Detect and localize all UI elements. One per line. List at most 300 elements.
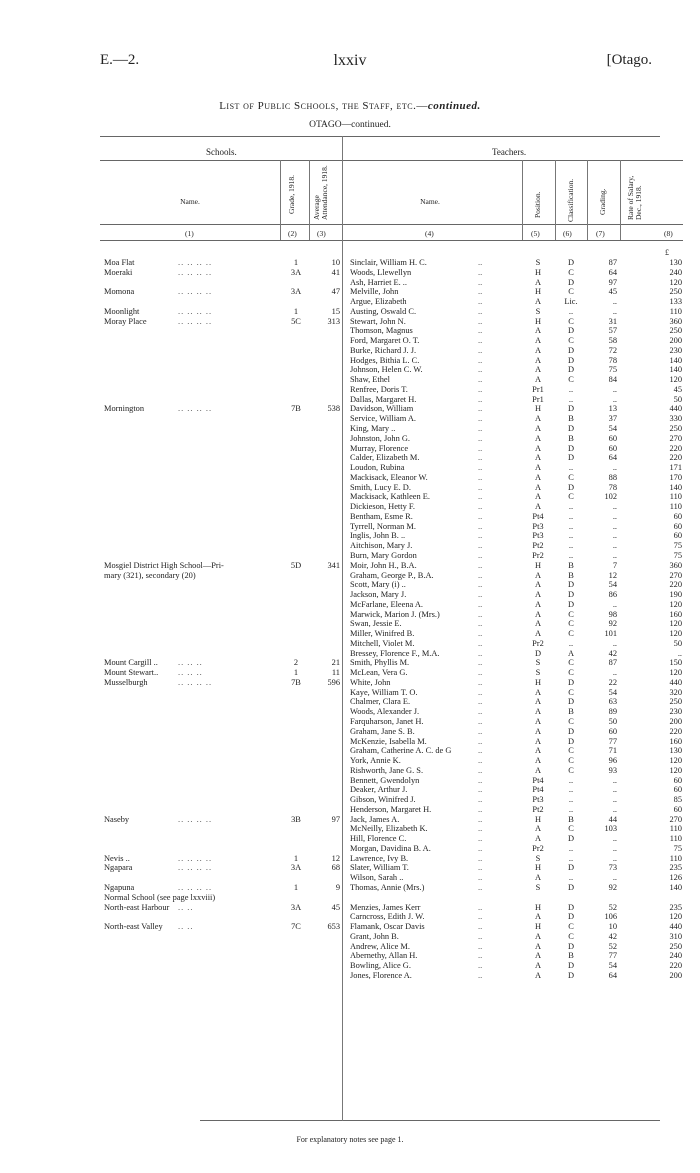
table-row bbox=[0, 502, 700, 512]
title-main: List of Public Schools, the Staff, etc.— bbox=[219, 100, 428, 112]
leader-dots: .. bbox=[478, 580, 483, 590]
school-name: Musselburgh bbox=[104, 677, 148, 687]
grading-value: 44 bbox=[608, 814, 617, 824]
grading-value: 92 bbox=[608, 619, 617, 629]
salary-value: 120 bbox=[669, 668, 682, 678]
leader-dots: .. bbox=[478, 843, 483, 853]
position-value: Pt3 bbox=[532, 795, 544, 805]
teacher-name: Deaker, Arthur J. bbox=[350, 785, 408, 795]
classification-value: C bbox=[568, 287, 574, 297]
grade-value: 5C bbox=[291, 316, 301, 326]
teacher-name: Wilson, Sarah .. bbox=[350, 873, 404, 883]
classification-value: .. bbox=[568, 384, 574, 394]
leader-dots: .. bbox=[478, 463, 483, 473]
table-row bbox=[0, 873, 700, 883]
table-row bbox=[0, 893, 700, 903]
attendance-value: 341 bbox=[327, 560, 340, 570]
classification-value: C bbox=[568, 687, 574, 697]
leader-dots: .. bbox=[478, 804, 483, 814]
teacher-name: Bentham, Esme R. bbox=[350, 511, 413, 521]
classification-value: D bbox=[567, 326, 575, 336]
leader-dots: .. .. .. bbox=[178, 658, 203, 668]
table-row bbox=[0, 541, 700, 551]
teacher-name: Dallas, Margaret H. bbox=[350, 394, 417, 404]
grading-value: 97 bbox=[608, 277, 617, 287]
leader-dots: .. .. .. .. bbox=[178, 306, 213, 316]
grading-value: 77 bbox=[608, 951, 617, 961]
classification-value: D bbox=[567, 726, 575, 736]
leader-dots: .. bbox=[478, 531, 483, 541]
salary-value: 126 bbox=[669, 873, 682, 883]
grade-value: 7B bbox=[291, 404, 301, 414]
table-row bbox=[0, 756, 700, 766]
classification-value: B bbox=[568, 414, 574, 424]
leader-dots: .. .. .. .. bbox=[178, 287, 213, 297]
table-row bbox=[0, 824, 700, 834]
classification-value: .. bbox=[568, 775, 574, 785]
grading-value: 75 bbox=[608, 365, 617, 375]
salary-value: 360 bbox=[669, 560, 682, 570]
position-value: H bbox=[534, 316, 542, 326]
position-value: H bbox=[534, 560, 542, 570]
position-value: A bbox=[534, 746, 542, 756]
table-row bbox=[0, 815, 700, 825]
table-row bbox=[0, 766, 700, 776]
footer-note: For explanatory notes see page 1. bbox=[296, 1135, 404, 1144]
position-value: A bbox=[534, 492, 542, 502]
table-row bbox=[0, 932, 700, 942]
grading-value: .. bbox=[612, 463, 617, 473]
teacher-name: Dickieson, Hetty F. bbox=[350, 502, 415, 512]
salary-value: 120 bbox=[669, 599, 682, 609]
grading-value: .. bbox=[612, 511, 617, 521]
school-name: Naseby bbox=[104, 814, 130, 824]
salary-value: 140 bbox=[669, 365, 682, 375]
teacher-name: Johnson, Helen C. W. bbox=[350, 365, 423, 375]
school-name: Ngapuna bbox=[104, 883, 135, 892]
leader-dots: .. bbox=[478, 560, 483, 570]
table-row bbox=[0, 404, 700, 414]
classification-value: C bbox=[568, 619, 574, 629]
col-num-5: (5) bbox=[531, 229, 540, 238]
classification-value: C bbox=[568, 716, 574, 726]
salary-value: 200 bbox=[669, 970, 682, 980]
table-row bbox=[0, 922, 700, 932]
classification-value: .. bbox=[568, 463, 574, 473]
table-row bbox=[0, 844, 700, 854]
salary-value: .. bbox=[677, 648, 682, 658]
teacher-name: Murray, Florence bbox=[350, 443, 409, 453]
grade-value: 3A bbox=[290, 863, 302, 873]
grading-value: 54 bbox=[608, 424, 617, 434]
salary-value: 60 bbox=[673, 785, 682, 795]
salary-value: 120 bbox=[669, 619, 682, 629]
grading-value: 13 bbox=[608, 404, 617, 414]
grading-value: 60 bbox=[608, 443, 617, 453]
position-value: A bbox=[534, 697, 542, 707]
salary-value: 200 bbox=[669, 716, 682, 726]
leader-dots: .. bbox=[478, 726, 483, 736]
salary-value: 75 bbox=[673, 541, 682, 551]
col-num-4: (4) bbox=[425, 229, 434, 238]
leader-dots: .. bbox=[478, 629, 483, 639]
classification-value: .. bbox=[568, 502, 574, 512]
table-row bbox=[0, 805, 700, 815]
grading-value: 101 bbox=[604, 629, 617, 639]
leader-dots: .. bbox=[478, 834, 483, 844]
table-row bbox=[0, 473, 700, 483]
classification-value: D bbox=[567, 863, 575, 873]
salary-value: 120 bbox=[669, 629, 682, 639]
leader-dots: .. bbox=[478, 619, 483, 629]
leader-dots: .. bbox=[478, 609, 483, 619]
position-value: A bbox=[534, 736, 542, 746]
school-name: Mosgiel District High School—Pri- bbox=[104, 560, 224, 570]
school-name: Moonlight bbox=[104, 306, 140, 316]
salary-value: 130 bbox=[669, 258, 682, 267]
currency-symbol: £ bbox=[665, 248, 669, 257]
leader-dots: .. bbox=[478, 394, 483, 404]
salary-value: 110 bbox=[669, 502, 682, 512]
table-row bbox=[0, 942, 700, 952]
table-row bbox=[0, 483, 700, 493]
leader-dots: .. bbox=[478, 550, 483, 560]
grading-value: 92 bbox=[608, 883, 617, 892]
table-row bbox=[0, 834, 700, 844]
classification-value: D bbox=[567, 580, 575, 590]
table-row bbox=[0, 971, 700, 981]
position-value: A bbox=[534, 570, 542, 580]
table-row bbox=[0, 580, 700, 590]
salary-value: 60 bbox=[673, 531, 682, 541]
table-row bbox=[0, 453, 700, 463]
position-value: A bbox=[534, 609, 542, 619]
position-value: A bbox=[534, 472, 542, 482]
leader-dots: .. bbox=[478, 316, 483, 326]
table-row bbox=[0, 268, 700, 278]
salary-value: 240 bbox=[669, 951, 682, 961]
leader-dots: .. bbox=[478, 541, 483, 551]
position-value: A bbox=[534, 326, 542, 336]
grading-value: 89 bbox=[608, 707, 617, 717]
salary-value: 250 bbox=[669, 697, 682, 707]
table-row bbox=[0, 785, 700, 795]
header-mid-rule bbox=[100, 224, 683, 225]
school-name: North-east Valley bbox=[104, 922, 163, 932]
table-row bbox=[0, 414, 700, 424]
grade-value: 3A bbox=[290, 287, 302, 297]
col-divider bbox=[309, 160, 310, 240]
col-divider bbox=[555, 160, 556, 240]
classification-value: .. bbox=[568, 638, 574, 648]
teacher-name: Service, William A. bbox=[350, 414, 417, 424]
salary-value: 110 bbox=[669, 492, 682, 502]
classification-value: D bbox=[567, 902, 575, 912]
salary-value: 60 bbox=[673, 511, 682, 521]
position-value: S bbox=[535, 668, 541, 678]
classification-value: D bbox=[567, 404, 575, 414]
grading-value: 93 bbox=[608, 765, 617, 775]
grade-value: 1 bbox=[293, 258, 299, 267]
table-row bbox=[0, 688, 700, 698]
classification-value: B bbox=[568, 560, 574, 570]
classification-value: D bbox=[567, 834, 575, 844]
salary-value: 240 bbox=[669, 267, 682, 277]
teacher-name: Swan, Jessie E. bbox=[350, 619, 402, 629]
table-row bbox=[0, 776, 700, 786]
salary-value: 150 bbox=[669, 658, 682, 668]
grading-value: 52 bbox=[608, 941, 617, 951]
col-divider bbox=[280, 160, 281, 240]
leader-dots: .. bbox=[478, 736, 483, 746]
teacher-name: Bressey, Florence F., M.A. bbox=[350, 648, 440, 658]
table-row bbox=[0, 600, 700, 610]
position-value: A bbox=[534, 375, 542, 385]
attendance-value: 21 bbox=[331, 658, 340, 668]
grading-value: .. bbox=[612, 873, 617, 883]
grading-value: 54 bbox=[608, 580, 617, 590]
position-value: A bbox=[534, 424, 542, 434]
grading-value: 31 bbox=[608, 316, 617, 326]
classification-value: B bbox=[568, 814, 574, 824]
classification-value: .. bbox=[568, 804, 574, 814]
table-row bbox=[0, 522, 700, 532]
salary-value: 120 bbox=[669, 765, 682, 775]
grading-value: .. bbox=[612, 541, 617, 551]
table-row bbox=[0, 561, 700, 571]
salary-value: 320 bbox=[669, 687, 682, 697]
position-value: S bbox=[535, 853, 541, 863]
teacher-name: Scott, Mary (i) .. bbox=[350, 580, 406, 590]
position-value: A bbox=[534, 951, 542, 961]
teacher-name-header: Name. bbox=[420, 197, 440, 206]
school-name: Momona bbox=[104, 287, 135, 297]
salary-value: 50 bbox=[673, 638, 682, 648]
leader-dots: .. bbox=[478, 277, 483, 287]
table-row bbox=[0, 707, 700, 717]
grading-value: 22 bbox=[608, 677, 617, 687]
table-row bbox=[0, 463, 700, 473]
leader-dots: .. bbox=[478, 824, 483, 834]
grade-value: 1 bbox=[293, 668, 299, 678]
teacher-name: McFarlane, Eleena A. bbox=[350, 599, 424, 609]
classification-value: C bbox=[568, 316, 574, 326]
position-value: H bbox=[534, 814, 542, 824]
grading-value: .. bbox=[612, 384, 617, 394]
attendance-value: 15 bbox=[331, 306, 340, 316]
salary-value: 110 bbox=[669, 853, 682, 863]
position-value: Pt3 bbox=[532, 521, 544, 531]
salary-value: 120 bbox=[669, 756, 682, 766]
grading-value: .. bbox=[612, 668, 617, 678]
leader-dots: .. bbox=[478, 521, 483, 531]
classification-value: D bbox=[567, 355, 575, 365]
grading-value: 78 bbox=[608, 355, 617, 365]
grading-value: 60 bbox=[608, 726, 617, 736]
grading-value: .. bbox=[612, 785, 617, 795]
grading-value: 50 bbox=[608, 716, 617, 726]
classification-header: Classification. bbox=[566, 178, 575, 222]
col-divider bbox=[522, 160, 523, 240]
position-value: A bbox=[534, 687, 542, 697]
leader-dots: .. bbox=[478, 648, 483, 658]
salary-value: 140 bbox=[669, 355, 682, 365]
teacher-name: Loudon, Rubina bbox=[350, 463, 405, 473]
leader-dots: .. bbox=[478, 912, 483, 922]
leader-dots: .. bbox=[478, 961, 483, 971]
grading-value: 102 bbox=[604, 492, 617, 502]
position-value: A bbox=[534, 580, 542, 590]
table-row bbox=[0, 375, 700, 385]
leader-dots: .. bbox=[478, 668, 483, 678]
grading-value: 96 bbox=[608, 756, 617, 766]
teacher-name: Inglis, John B. .. bbox=[350, 531, 406, 541]
position-value: A bbox=[534, 453, 542, 463]
position-value: Pr2 bbox=[532, 843, 544, 853]
teacher-name: Mackisack, Eleanor W. bbox=[350, 472, 428, 482]
teacher-name: McLean, Vera G. bbox=[350, 668, 408, 678]
attendance-value: 596 bbox=[327, 677, 340, 687]
position-value: Pt2 bbox=[532, 804, 544, 814]
attendance-value: 653 bbox=[327, 922, 340, 932]
table-row bbox=[0, 434, 700, 444]
classification-value: D bbox=[567, 345, 575, 355]
salary-value: 440 bbox=[669, 677, 682, 687]
grading-value: 86 bbox=[608, 590, 617, 600]
classification-value: D bbox=[567, 590, 575, 600]
classification-value: .. bbox=[568, 541, 574, 551]
salary-value: 120 bbox=[669, 277, 682, 287]
col-num-7: (7) bbox=[596, 229, 605, 238]
grade-value: 3A bbox=[290, 267, 302, 277]
classification-value: B bbox=[568, 707, 574, 717]
table-body bbox=[0, 258, 700, 981]
leader-dots: .. .. .. .. bbox=[178, 267, 213, 277]
school-name-header: Name. bbox=[180, 197, 200, 206]
position-value: S bbox=[535, 883, 541, 892]
table-row bbox=[0, 365, 700, 375]
col-divider bbox=[620, 160, 621, 240]
salary-value: 235 bbox=[669, 863, 682, 873]
page-number: lxxiv bbox=[333, 52, 367, 69]
attendance-value: 45 bbox=[331, 902, 340, 912]
grade-value: 2 bbox=[293, 658, 299, 668]
table-row bbox=[0, 571, 700, 581]
leader-dots: .. bbox=[478, 472, 483, 482]
table-row bbox=[0, 649, 700, 659]
grading-value: 64 bbox=[608, 267, 617, 277]
classification-value: D bbox=[567, 599, 575, 609]
position-value: Pt4 bbox=[532, 775, 544, 785]
school-name: Mornington bbox=[104, 404, 145, 414]
leader-dots: .. .. .. .. bbox=[178, 316, 213, 326]
table-row bbox=[0, 287, 700, 297]
salary-value: 200 bbox=[669, 336, 682, 346]
teacher-name: Bowling, Alice G. bbox=[350, 961, 411, 971]
leader-dots: .. .. .. .. bbox=[178, 814, 213, 824]
teacher-name: Tyrrell, Norman M. bbox=[350, 521, 416, 531]
grading-value: 42 bbox=[608, 931, 617, 941]
teachers-group-header: Teachers. bbox=[492, 147, 527, 157]
teacher-name: Jackson, Mary J. bbox=[350, 590, 407, 600]
leader-dots: .. bbox=[478, 345, 483, 355]
position-value: A bbox=[534, 482, 542, 492]
grade-value: 1 bbox=[293, 853, 299, 863]
position-value: S bbox=[535, 258, 541, 267]
teacher-name: Johnston, John G. bbox=[350, 433, 411, 443]
leader-dots: .. .. .. .. bbox=[178, 404, 213, 414]
attendance-value: 12 bbox=[331, 853, 340, 863]
teacher-name: Chalmer, Clara E. bbox=[350, 697, 411, 707]
classification-value: C bbox=[568, 472, 574, 482]
leader-dots: .. .. .. .. bbox=[178, 863, 213, 873]
table-row bbox=[0, 854, 700, 864]
teacher-name: Flamank, Oscar Davis bbox=[350, 922, 425, 932]
position-value: Pr2 bbox=[532, 550, 544, 560]
table-row bbox=[0, 492, 700, 502]
table-row bbox=[0, 258, 700, 268]
position-value: A bbox=[534, 297, 542, 307]
classification-value: C bbox=[568, 746, 574, 756]
attendance-value: 97 bbox=[331, 814, 340, 824]
classification-value: .. bbox=[568, 873, 574, 883]
grade-value: 3B bbox=[291, 814, 301, 824]
salary-value: 160 bbox=[669, 609, 682, 619]
attendance-value: 47 bbox=[331, 287, 340, 297]
table-row bbox=[0, 551, 700, 561]
salary-value: 160 bbox=[669, 736, 682, 746]
position-value: A bbox=[534, 726, 542, 736]
classification-value: .. bbox=[568, 785, 574, 795]
salary-value: 133 bbox=[669, 297, 682, 307]
position-value: A bbox=[534, 970, 542, 980]
position-value: A bbox=[534, 443, 542, 453]
leader-dots: .. bbox=[478, 902, 483, 912]
classification-value: D bbox=[567, 697, 575, 707]
position-value: A bbox=[534, 961, 542, 971]
position-value: Pr1 bbox=[532, 384, 544, 394]
teacher-name: Aitchison, Mary J. bbox=[350, 541, 413, 551]
attendance-value: 68 bbox=[331, 863, 340, 873]
classification-value: C bbox=[568, 629, 574, 639]
attendance-value: 538 bbox=[327, 404, 340, 414]
classification-value: D bbox=[567, 941, 575, 951]
grading-value: .. bbox=[612, 843, 617, 853]
leader-dots: .. bbox=[478, 883, 483, 892]
header-group-rule bbox=[100, 160, 683, 161]
teacher-name: Rishworth, Jane G. S. bbox=[350, 765, 424, 775]
grading-value: 42 bbox=[608, 648, 617, 658]
salary-value: 110 bbox=[669, 834, 682, 844]
classification-value: D bbox=[567, 365, 575, 375]
leader-dots: .. bbox=[478, 590, 483, 600]
position-value: H bbox=[534, 863, 542, 873]
classification-value: D bbox=[567, 912, 575, 922]
teacher-name: Melville, John bbox=[350, 287, 399, 297]
classification-value: .. bbox=[568, 843, 574, 853]
table-row bbox=[0, 678, 700, 688]
grading-header: Grading. bbox=[598, 188, 607, 215]
leader-dots: .. bbox=[478, 267, 483, 277]
grading-value: .. bbox=[612, 394, 617, 404]
position-value: A bbox=[534, 716, 542, 726]
table-row bbox=[0, 317, 700, 327]
leader-dots: .. bbox=[478, 638, 483, 648]
leader-dots: .. bbox=[478, 599, 483, 609]
leader-dots: .. bbox=[478, 687, 483, 697]
teacher-name: Menzies, James Kerr bbox=[350, 902, 421, 912]
teacher-name: Burn, Mary Gordon bbox=[350, 550, 417, 560]
